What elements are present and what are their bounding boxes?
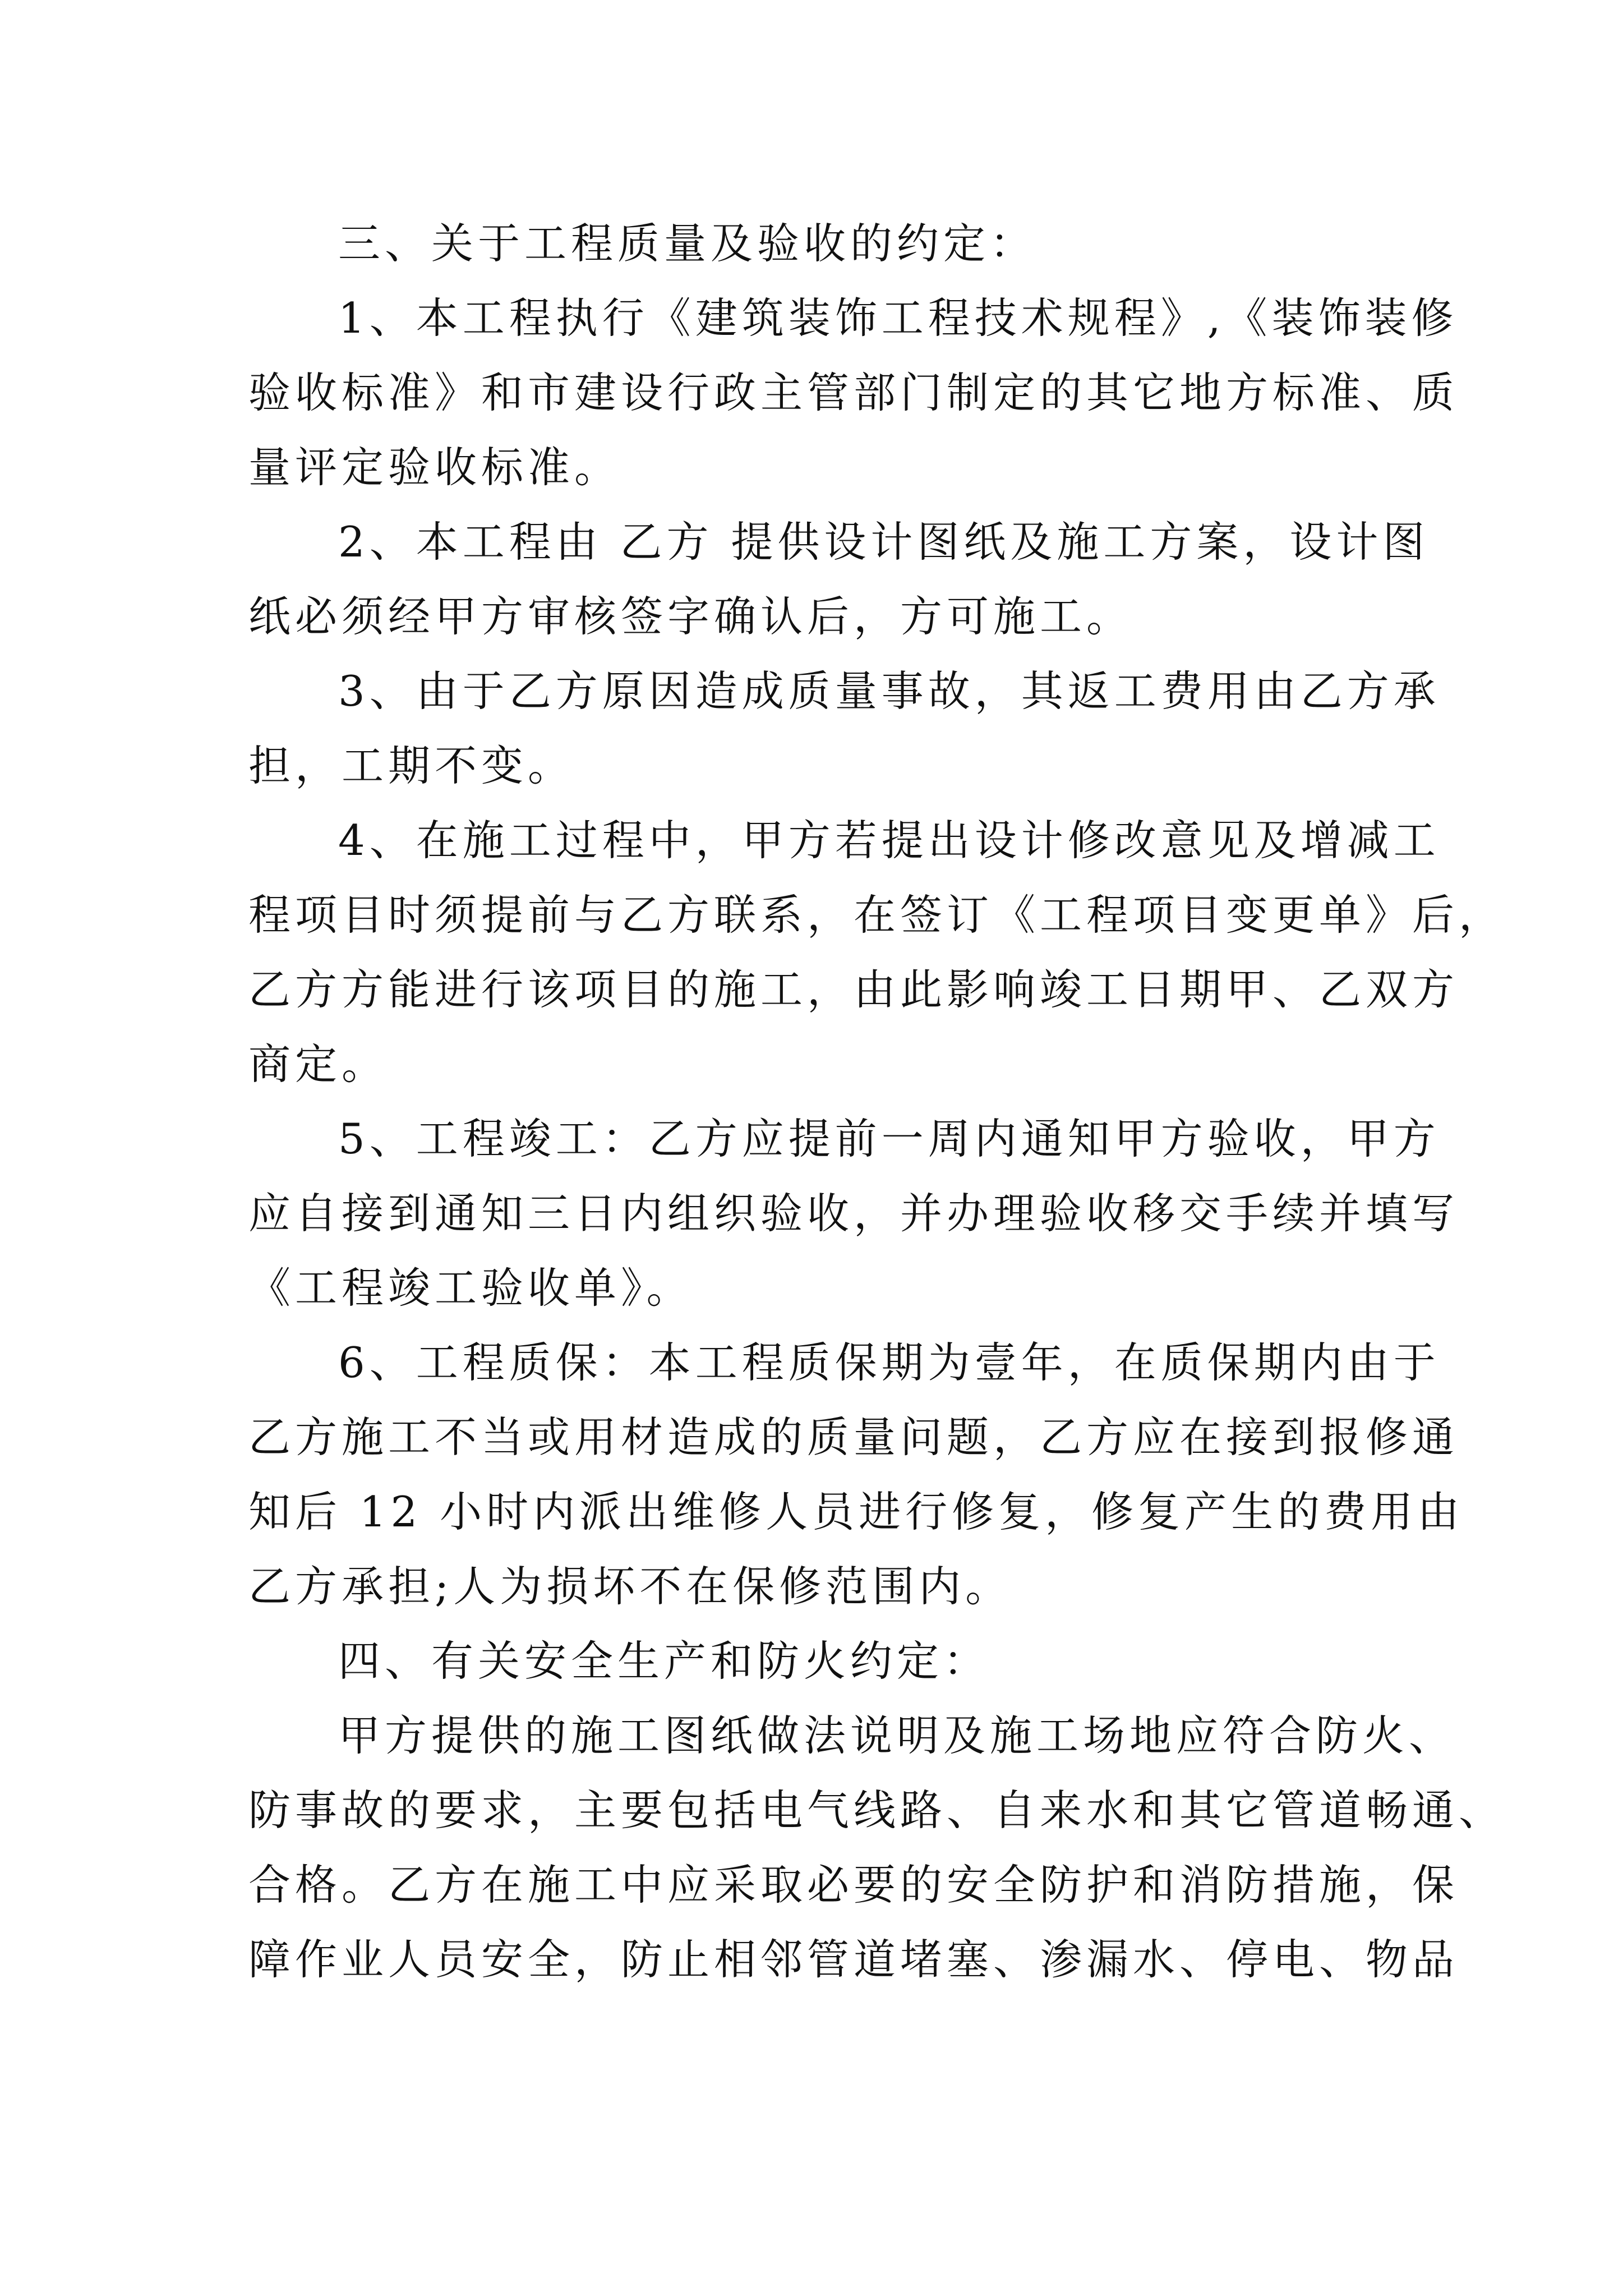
paragraph-line: 《工程竣工验收单》。 xyxy=(248,1263,693,1313)
paragraph-line: 障作业人员安全，防止相邻管道堵塞、渗漏水、停电、物品 xyxy=(248,1935,1459,1984)
clause-3-3 xyxy=(248,654,1440,803)
paragraph-line: 防事故的要求，主要包括电气线路、自来水和其它管道畅通、 xyxy=(248,1786,1506,1835)
clause-3-5 xyxy=(248,1102,1459,1326)
clause-3-2 xyxy=(248,505,1430,654)
clause-3-6 xyxy=(248,1326,1464,1624)
clause-3-4 xyxy=(248,803,1506,1102)
paragraph-line: 程项目时须提前与乙方联系，在签订《工程项目变更单》后， xyxy=(248,890,1506,940)
clause-3-1 xyxy=(248,281,1459,505)
paragraph-line: 乙方施工不当或用材造成的质量问题，乙方应在接到报修通 xyxy=(248,1412,1459,1462)
paragraph-line: 5、工程竣工：乙方应提前一周内通知甲方验收，甲方 xyxy=(338,1114,1440,1163)
paragraph-line: 乙方承担;人为损坏不在保修范围内。 xyxy=(248,1562,1012,1611)
paragraph-line: 乙方方能进行该项目的施工，由此影响竣工日期甲、乙双方 xyxy=(248,965,1459,1014)
paragraph-line: 验收标准》和市建设行政主管部门制定的其它地方标准、质 xyxy=(248,368,1459,417)
paragraph-line: 应自接到通知三日内组织验收，并办理验收移交手续并填写 xyxy=(248,1189,1459,1238)
paragraph-line: 2、本工程由 乙方 提供设计图纸及施工方案，设计图 xyxy=(338,517,1430,567)
section-3-heading xyxy=(248,206,1377,281)
paragraph-line: 知后 12 小时内派出维修人员进行修复，修复产生的费用由 xyxy=(248,1487,1464,1536)
section-4-body xyxy=(248,1699,1506,1997)
heading-line: 四、有关安全生产和防火约定： xyxy=(338,1636,990,1686)
paragraph-line: 6、工程质保：本工程质保期为壹年，在质保期内由于 xyxy=(338,1338,1440,1387)
paragraph-line: 3、由于乙方原因造成质量事故，其返工费用由乙方承 xyxy=(338,666,1440,716)
paragraph-line: 纸必须经甲方审核签字确认后，方可施工。 xyxy=(248,592,1133,641)
paragraph-line: 1、本工程执行《建筑装饰工程技术规程》,《装饰装修 xyxy=(338,293,1458,343)
paragraph-line: 4、在施工过程中，甲方若提出设计修改意见及增减工 xyxy=(338,816,1440,865)
paragraph-line: 量评定验收标准。 xyxy=(248,443,621,492)
paragraph-line: 商定。 xyxy=(248,1039,389,1089)
section-4-heading xyxy=(248,1624,1377,1699)
document-body xyxy=(248,206,1506,1997)
paragraph-line: 担，工期不变。 xyxy=(248,741,575,790)
heading-line: 三、关于工程质量及验收的约定： xyxy=(338,219,1037,268)
paragraph-line: 甲方提供的施工图纸做法说明及施工场地应符合防火、 xyxy=(338,1711,1456,1760)
paragraph-line: 合格。乙方在施工中应采取必要的安全防护和消防措施，保 xyxy=(248,1860,1459,1910)
